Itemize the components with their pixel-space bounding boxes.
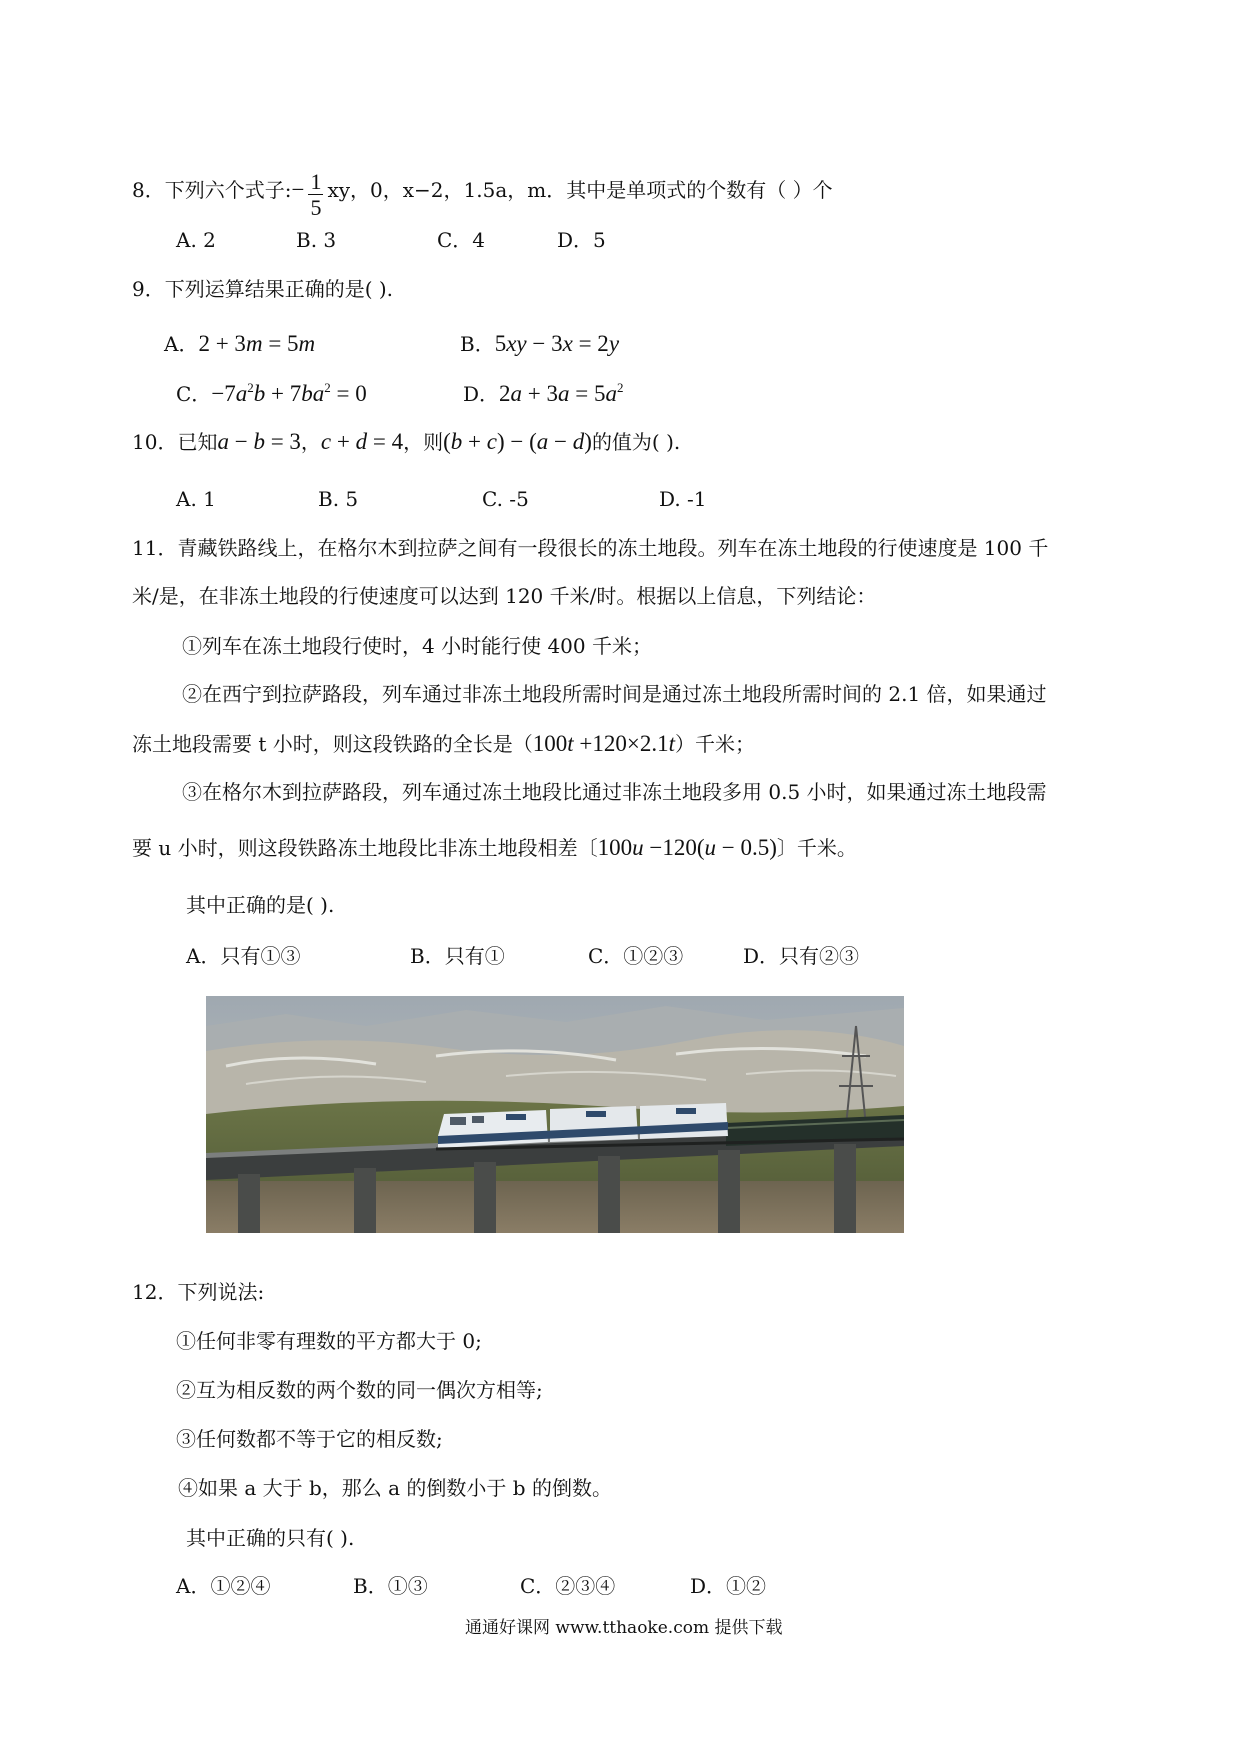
q10-expr-2: c + d = 4 — [320, 429, 404, 454]
q9-c-expr: $-7a^2b + 7ba^2 = 0$ — [211, 380, 367, 406]
q9-option-b — [460, 330, 619, 358]
q10-prefix: 10．已知 — [132, 430, 218, 454]
q9-option-d — [463, 380, 624, 408]
q8-fraction — [308, 169, 323, 222]
q12-option-a: A．①②④ — [176, 1574, 271, 1598]
q11-s3b-expr: 100u −120(u − 0.5) — [597, 835, 777, 860]
q8-frac-num: 1 — [310, 169, 322, 194]
q10-comma1: ， — [300, 430, 321, 454]
q9-option-a — [164, 330, 315, 358]
q10-expr-3: (b + c) − (a − d) — [443, 429, 592, 454]
q10-expr-1: a − b = 3 — [217, 429, 301, 454]
q8-option-d: D．5 — [557, 228, 606, 252]
q11-option-b: B．只有① — [410, 944, 505, 968]
q10-option-d: D. -1 — [659, 487, 707, 511]
q9-d-expr: $2a + 3a = 5a^2$ — [499, 380, 624, 406]
q8-rest: xy，0，x−2，1.5a，m．其中是单项式的个数有（ ）个 — [327, 177, 833, 202]
q11-ask: 其中正确的是( ). — [186, 893, 335, 917]
q12-statement-3: ③任何数都不等于它的相反数; — [176, 1427, 443, 1451]
q10-comma2: ，则 — [403, 430, 444, 454]
q12-option-d: D．①② — [690, 1574, 767, 1598]
q12-option-c: C．②③④ — [520, 1574, 616, 1598]
q12-statement-2: ②互为相反数的两个数的同一偶次方相等; — [176, 1378, 543, 1402]
q11-option-d: D．只有②③ — [743, 944, 860, 968]
q11-s2b-suffix: ）千米； — [675, 732, 755, 756]
q10-option-a: A. 1 — [176, 487, 216, 511]
q11-option-a: A．只有①③ — [186, 944, 301, 968]
q12-option-b: B．①③ — [353, 1574, 428, 1598]
q11-s2b-expr: 100t +120×2.1t — [532, 731, 675, 756]
q8-option-b: B. 3 — [296, 228, 337, 252]
q12-statement-1: ①任何非零有理数的平方都大于 0; — [176, 1329, 482, 1353]
q9-b-label: B． — [460, 332, 495, 356]
q10-option-b: B. 5 — [318, 487, 359, 511]
q8-stem — [132, 165, 833, 221]
q9-c-label: C． — [176, 382, 212, 406]
q9-b-expr: 5xy − 3x = 2y — [494, 331, 620, 356]
q11-s3b-prefix: 要 u 小时，则这段铁路冻土地段比非冻土地段相差〔 — [132, 836, 598, 860]
q12-statement-4: ④如果 a 大于 b，那么 a 的倒数小于 b 的倒数。 — [178, 1476, 612, 1500]
q11-statement-3b — [132, 834, 857, 862]
q10-option-c: C. -5 — [482, 487, 529, 511]
q9-d-label: D． — [463, 382, 500, 406]
q11-statement-2b — [132, 730, 755, 758]
q11-line1: 11．青藏铁路线上，在格尔木到拉萨之间有一段很长的冻土地段。列车在冻土地段的行使速度是 100 千 — [132, 536, 1049, 560]
q8-minus: − — [291, 176, 305, 202]
q11-option-c: C．①②③ — [588, 944, 684, 968]
q12-stem: 12．下列说法: — [132, 1280, 265, 1304]
q9-option-c — [176, 380, 367, 408]
q11-s3b-suffix: 〕千米。 — [776, 836, 857, 860]
page-footer: 通通好课网 www.tthaoke.com 提供下载 — [465, 1618, 783, 1638]
q12-ask: 其中正确的只有( ). — [186, 1526, 355, 1550]
q11-statement-1: ①列车在冻土地段行使时，4 小时能行使 400 千米； — [182, 634, 652, 658]
q9-a-expr: 2 + 3m = 5m — [198, 331, 316, 356]
q8-option-a: A. 2 — [176, 228, 216, 252]
q11-line2: 米/是，在非冻土地段的行使速度可以达到 120 千米/时。根据以上信息，下列结论： — [132, 584, 877, 608]
q8-frac-den: 5 — [310, 195, 322, 221]
q8-option-c: C．4 — [437, 228, 486, 252]
q11-statement-3a: ③在格尔木到拉萨路段，列车通过冻土地段比通过非冻土地段多用 0.5 小时，如果通过冻土地段需 — [182, 780, 1047, 804]
q9-stem: 9．下列运算结果正确的是( ). — [132, 277, 394, 301]
q8-prefix: 8．下列六个式子: — [132, 177, 292, 202]
train-photo — [206, 996, 904, 1233]
q9-a-label: A． — [164, 332, 199, 356]
q11-s2b-prefix: 冻土地段需要 t 小时，则这段铁路的全长是（ — [132, 732, 533, 756]
q10-stem — [132, 428, 680, 456]
q11-statement-2a: ②在西宁到拉萨路段，列车通过非冻土地段所需时间是通过冻土地段所需时间的 2.1 倍，如果通过 — [182, 682, 1047, 706]
q10-suffix: 的值为( ). — [591, 430, 681, 454]
